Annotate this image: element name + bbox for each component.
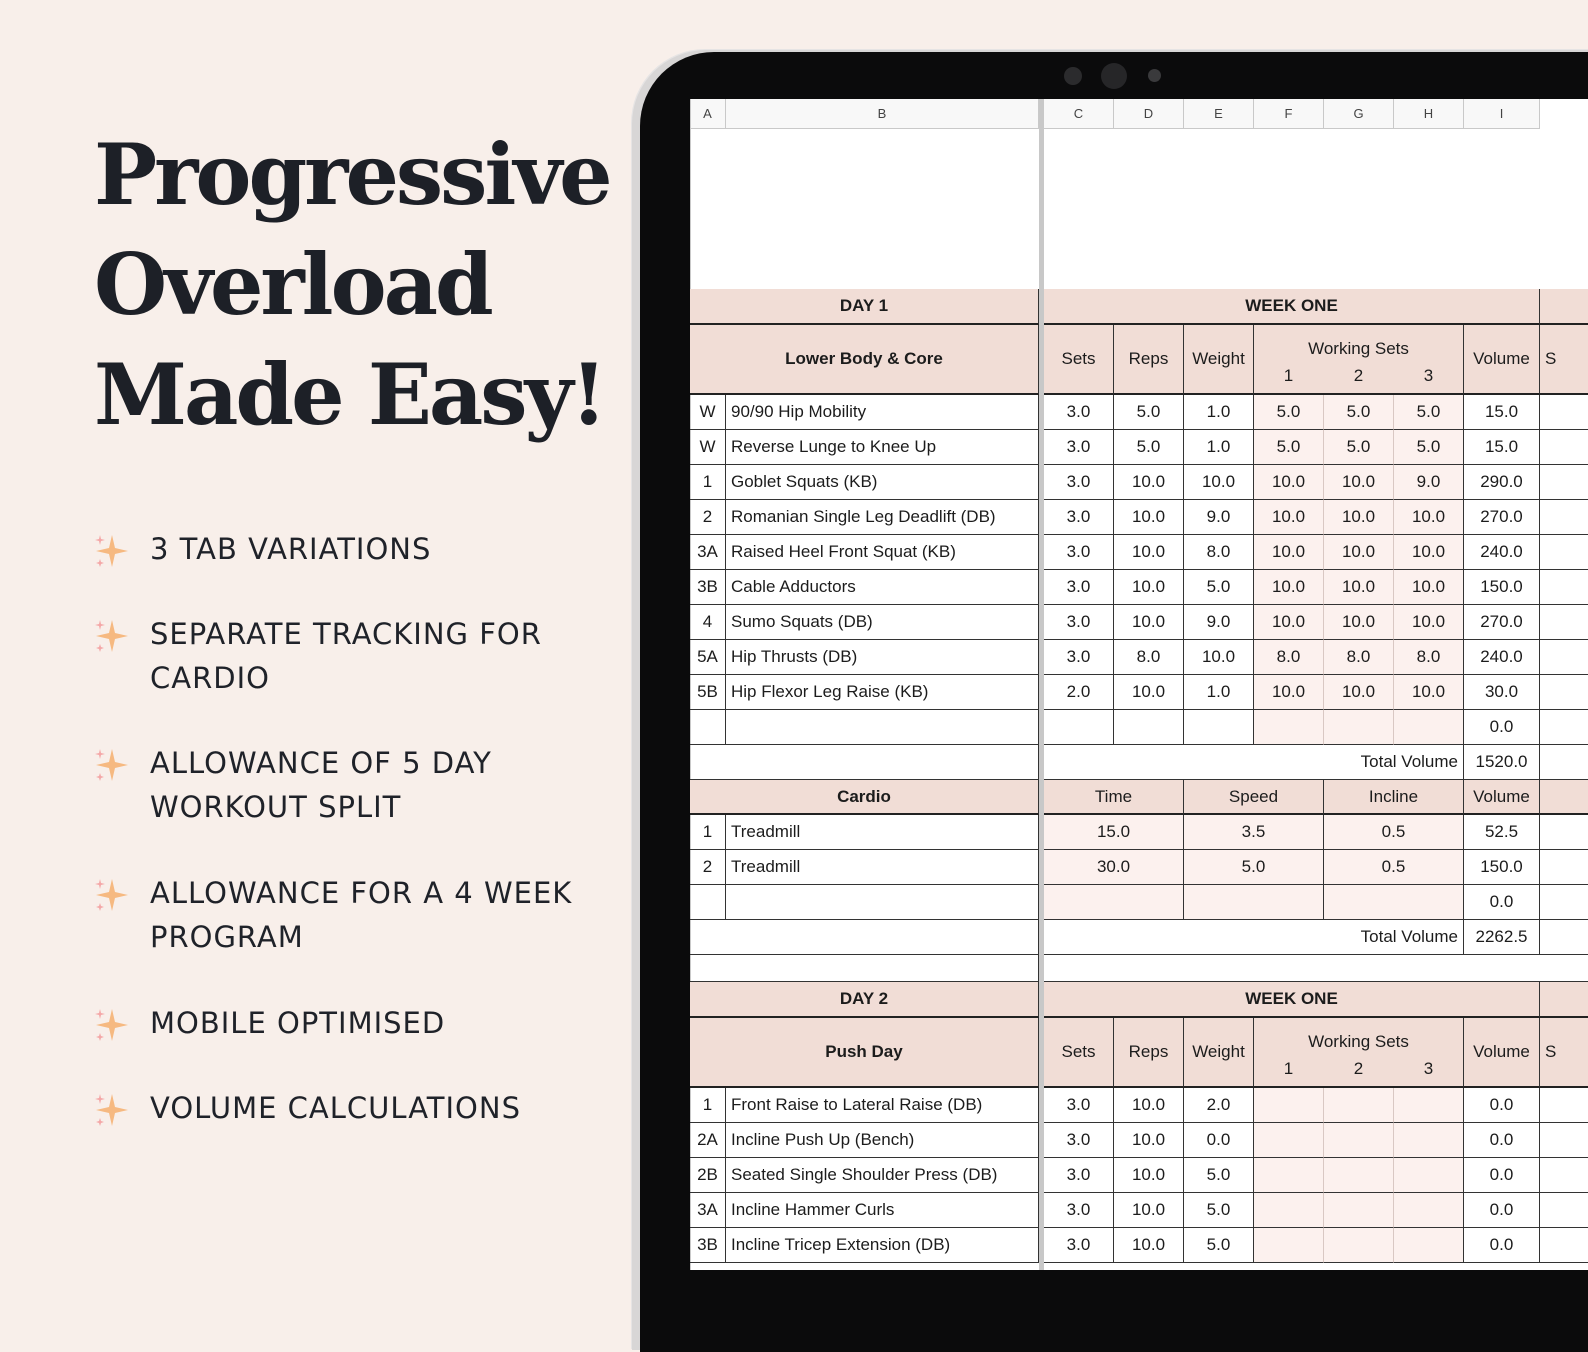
feature-text: VOLUME CALCULATIONS: [150, 1091, 521, 1125]
weight-value[interactable]: [1184, 710, 1254, 745]
cell[interactable]: [690, 955, 1039, 982]
weight-header[interactable]: Weight: [1184, 325, 1254, 395]
set-1-value[interactable]: 10.0: [1254, 605, 1324, 640]
weight-value[interactable]: 5.0: [1184, 1193, 1254, 1228]
set-3-value[interactable]: 8.0: [1394, 640, 1464, 675]
cell[interactable]: [1540, 982, 1588, 1018]
exercise-index[interactable]: 2: [690, 500, 726, 535]
day-label[interactable]: DAY 1: [690, 289, 1039, 325]
exercise-index[interactable]: 3B: [690, 1228, 726, 1263]
cell[interactable]: [1044, 955, 1588, 982]
volume-value[interactable]: 30.0: [1464, 675, 1540, 710]
volume-value[interactable]: 290.0: [1464, 465, 1540, 500]
set-1-value[interactable]: [1254, 1123, 1324, 1158]
volume-header[interactable]: Volume: [1464, 325, 1540, 395]
exercise-name[interactable]: Cable Adductors: [726, 570, 1039, 605]
reps-value[interactable]: 10.0: [1114, 675, 1184, 710]
cell[interactable]: [1540, 920, 1588, 955]
reps-value[interactable]: 10.0: [1114, 570, 1184, 605]
set-1-value[interactable]: 10.0: [1254, 675, 1324, 710]
weight-value[interactable]: 8.0: [1184, 535, 1254, 570]
volume-value[interactable]: 240.0: [1464, 535, 1540, 570]
weight-value[interactable]: 1.0: [1184, 430, 1254, 465]
cell[interactable]: [1540, 745, 1588, 780]
set-2-value[interactable]: 5.0: [1324, 395, 1394, 430]
set-2-value[interactable]: [1324, 1228, 1394, 1263]
cell[interactable]: [1540, 885, 1588, 920]
weight-value[interactable]: 1.0: [1184, 395, 1254, 430]
volume-value[interactable]: 0.0: [1464, 710, 1540, 745]
reps-value[interactable]: 10.0: [1114, 1193, 1184, 1228]
sets-value[interactable]: 3.0: [1044, 535, 1114, 570]
column-header[interactable]: D: [1114, 99, 1184, 129]
cut-header[interactable]: S: [1540, 1018, 1588, 1088]
volume-value[interactable]: 0.0: [1464, 1193, 1540, 1228]
volume-value[interactable]: 0.0: [1464, 1228, 1540, 1263]
cardio-activity[interactable]: Treadmill: [726, 815, 1039, 850]
sensor-icon: [1148, 69, 1161, 82]
cardio-index[interactable]: 2: [690, 850, 726, 885]
working-sets-label: Working Sets: [1308, 339, 1409, 358]
column-header[interactable]: C: [1044, 99, 1114, 129]
set-2-value[interactable]: 10.0: [1324, 675, 1394, 710]
time-value[interactable]: [1044, 885, 1184, 920]
sets-value[interactable]: 3.0: [1044, 500, 1114, 535]
exercise-index[interactable]: W: [690, 395, 726, 430]
speed-value[interactable]: 3.5: [1184, 815, 1324, 850]
set-2-value[interactable]: 10.0: [1324, 570, 1394, 605]
incline-header[interactable]: Incline: [1324, 780, 1464, 815]
set-2-header: 2: [1353, 366, 1364, 385]
sets-header[interactable]: Sets: [1044, 1018, 1114, 1088]
set-2-value[interactable]: [1324, 710, 1394, 745]
total-volume-label[interactable]: Total Volume: [1044, 920, 1464, 955]
sets-value[interactable]: 3.0: [1044, 640, 1114, 675]
reps-value[interactable]: 5.0: [1114, 395, 1184, 430]
feature-text: 3 TAB VARIATIONS: [150, 532, 432, 566]
cell[interactable]: [1540, 395, 1588, 430]
exercise-name[interactable]: Incline Tricep Extension (DB): [726, 1228, 1039, 1263]
exercise-name[interactable]: Reverse Lunge to Knee Up: [726, 430, 1039, 465]
working-sets-label: Working Sets: [1308, 1032, 1409, 1051]
set-2-value[interactable]: 10.0: [1324, 500, 1394, 535]
set-1-value[interactable]: 5.0: [1254, 430, 1324, 465]
cardio-activity[interactable]: Treadmill: [726, 850, 1039, 885]
reps-value[interactable]: [1114, 710, 1184, 745]
set-1-value[interactable]: [1254, 1158, 1324, 1193]
reps-value[interactable]: 10.0: [1114, 535, 1184, 570]
exercise-index[interactable]: 2A: [690, 1123, 726, 1158]
day-label[interactable]: DAY 2: [690, 982, 1039, 1018]
set-2-value[interactable]: 10.0: [1324, 465, 1394, 500]
exercise-index[interactable]: [690, 710, 726, 745]
exercise-index[interactable]: 5A: [690, 640, 726, 675]
sparkle-icon: [94, 747, 130, 783]
sparkle-icon: [94, 1007, 130, 1043]
set-1-value[interactable]: [1254, 1088, 1324, 1123]
sets-value[interactable]: 3.0: [1044, 1088, 1114, 1123]
sets-value[interactable]: [1044, 710, 1114, 745]
set-2-value[interactable]: [1324, 1123, 1394, 1158]
feature-text: MOBILE OPTIMISED: [150, 1006, 446, 1040]
incline-value[interactable]: 0.5: [1324, 815, 1464, 850]
sets-value[interactable]: 3.0: [1044, 1123, 1114, 1158]
exercise-name[interactable]: Seated Single Shoulder Press (DB): [726, 1158, 1039, 1193]
sets-value[interactable]: 3.0: [1044, 1193, 1114, 1228]
cell[interactable]: [1540, 710, 1588, 745]
exercise-name[interactable]: 90/90 Hip Mobility: [726, 395, 1039, 430]
cell[interactable]: [1540, 535, 1588, 570]
exercise-name[interactable]: Goblet Squats (KB): [726, 465, 1039, 500]
set-1-header: 1: [1283, 366, 1294, 385]
set-3-header: 3: [1423, 1059, 1434, 1078]
feature-text: SEPARATE TRACKING FOR CARDIO: [150, 617, 542, 695]
reps-header[interactable]: Reps: [1114, 1018, 1184, 1088]
week-label[interactable]: WEEK ONE: [1044, 289, 1540, 325]
time-header[interactable]: Time: [1044, 780, 1184, 815]
exercise-index[interactable]: 1: [690, 1088, 726, 1123]
headline-line-1: Progressive: [94, 125, 610, 224]
cardio-header[interactable]: Cardio: [690, 780, 1039, 815]
set-1-value[interactable]: 10.0: [1254, 500, 1324, 535]
sets-value[interactable]: 3.0: [1044, 1158, 1114, 1193]
volume-value[interactable]: 0.0: [1464, 1158, 1540, 1193]
exercise-index[interactable]: 1: [690, 465, 726, 500]
exercise-name[interactable]: Front Raise to Lateral Raise (DB): [726, 1088, 1039, 1123]
weight-value[interactable]: 10.0: [1184, 465, 1254, 500]
cell[interactable]: [1540, 500, 1588, 535]
reps-value[interactable]: 10.0: [1114, 1123, 1184, 1158]
set-3-value[interactable]: 10.0: [1394, 675, 1464, 710]
set-2-value[interactable]: 10.0: [1324, 605, 1394, 640]
set-3-header: 3: [1423, 366, 1434, 385]
exercise-index[interactable]: 2B: [690, 1158, 726, 1193]
weight-value[interactable]: 5.0: [1184, 1228, 1254, 1263]
set-1-value[interactable]: 5.0: [1254, 395, 1324, 430]
exercise-index[interactable]: 3A: [690, 1193, 726, 1228]
reps-value[interactable]: 10.0: [1114, 605, 1184, 640]
set-3-value[interactable]: [1394, 1228, 1464, 1263]
reps-value[interactable]: 10.0: [1114, 1228, 1184, 1263]
column-header[interactable]: B: [726, 99, 1039, 129]
cell[interactable]: [1540, 430, 1588, 465]
cell[interactable]: [1540, 850, 1588, 885]
set-3-value[interactable]: 10.0: [1394, 535, 1464, 570]
exercise-name[interactable]: Incline Hammer Curls: [726, 1193, 1039, 1228]
weight-value[interactable]: 10.0: [1184, 640, 1254, 675]
column-header[interactable]: G: [1324, 99, 1394, 129]
set-2-value[interactable]: [1324, 1088, 1394, 1123]
weight-value[interactable]: 1.0: [1184, 675, 1254, 710]
cardio-activity[interactable]: [726, 885, 1039, 920]
cell[interactable]: [1540, 1158, 1588, 1193]
volume-value[interactable]: 0.0: [1464, 885, 1540, 920]
set-1-value[interactable]: 10.0: [1254, 570, 1324, 605]
time-value[interactable]: 30.0: [1044, 850, 1184, 885]
column-header[interactable]: F: [1254, 99, 1324, 129]
column-header[interactable]: A: [690, 99, 726, 129]
volume-value[interactable]: 150.0: [1464, 850, 1540, 885]
exercise-name[interactable]: Romanian Single Leg Deadlift (DB): [726, 500, 1039, 535]
total-volume-value[interactable]: 1520.0: [1464, 745, 1540, 780]
weight-value[interactable]: 9.0: [1184, 605, 1254, 640]
speed-value[interactable]: [1184, 885, 1324, 920]
feature-text: ALLOWANCE OF 5 DAY WORKOUT SPLIT: [150, 746, 492, 824]
cell[interactable]: [1540, 1088, 1588, 1123]
exercise-index[interactable]: 5B: [690, 675, 726, 710]
sparkle-icon: [94, 1092, 130, 1128]
sets-value[interactable]: 3.0: [1044, 1228, 1114, 1263]
working-sets-header[interactable]: [1254, 325, 1464, 395]
volume-value[interactable]: 52.5: [1464, 815, 1540, 850]
sets-value[interactable]: 3.0: [1044, 605, 1114, 640]
hero-headline: [94, 120, 614, 450]
volume-value[interactable]: 240.0: [1464, 640, 1540, 675]
set-3-value[interactable]: [1394, 1088, 1464, 1123]
week-label[interactable]: WEEK ONE: [1044, 982, 1540, 1018]
cell[interactable]: [1540, 675, 1588, 710]
volume-value[interactable]: 150.0: [1464, 570, 1540, 605]
column-header[interactable]: I: [1464, 99, 1540, 129]
cell[interactable]: [1540, 605, 1588, 640]
sets-header[interactable]: Sets: [1044, 325, 1114, 395]
volume-header[interactable]: Volume: [1464, 1018, 1540, 1088]
reps-header[interactable]: Reps: [1114, 325, 1184, 395]
cell[interactable]: [1540, 465, 1588, 500]
cell[interactable]: [1540, 780, 1588, 815]
sets-value[interactable]: 3.0: [1044, 395, 1114, 430]
set-3-value[interactable]: 10.0: [1394, 570, 1464, 605]
column-header[interactable]: E: [1184, 99, 1254, 129]
sparkle-icon: [94, 533, 130, 569]
set-3-value[interactable]: 10.0: [1394, 500, 1464, 535]
cell[interactable]: [1540, 1193, 1588, 1228]
camera-dot-icon: [1064, 67, 1082, 85]
sparkle-icon: [94, 618, 130, 654]
weight-header[interactable]: Weight: [1184, 1018, 1254, 1088]
set-2-value[interactable]: [1324, 1193, 1394, 1228]
spreadsheet[interactable]: [690, 99, 1588, 1270]
cardio-index[interactable]: [690, 885, 726, 920]
cut-header[interactable]: S: [1540, 325, 1588, 395]
reps-value[interactable]: 8.0: [1114, 640, 1184, 675]
set-2-header: 2: [1353, 1059, 1364, 1078]
cell[interactable]: [690, 920, 1039, 955]
set-2-value[interactable]: 8.0: [1324, 640, 1394, 675]
set-3-value[interactable]: 9.0: [1394, 465, 1464, 500]
sets-value[interactable]: 2.0: [1044, 675, 1114, 710]
exercise-name[interactable]: Hip Flexor Leg Raise (KB): [726, 675, 1039, 710]
set-3-value[interactable]: [1394, 710, 1464, 745]
volume-value[interactable]: 0.0: [1464, 1088, 1540, 1123]
total-volume-label[interactable]: Total Volume: [1044, 745, 1464, 780]
camera-lens-icon: [1101, 63, 1127, 89]
total-volume-value[interactable]: 2262.5: [1464, 920, 1540, 955]
cell[interactable]: [1540, 815, 1588, 850]
workout-name[interactable]: Lower Body & Core: [690, 325, 1039, 395]
cell[interactable]: [1540, 289, 1588, 325]
column-header[interactable]: H: [1394, 99, 1464, 129]
reps-value[interactable]: 10.0: [1114, 1158, 1184, 1193]
reps-value[interactable]: 10.0: [1114, 1088, 1184, 1123]
cell[interactable]: [1540, 640, 1588, 675]
set-1-value[interactable]: 8.0: [1254, 640, 1324, 675]
working-sets-header[interactable]: [1254, 1018, 1464, 1088]
cardio-index[interactable]: 1: [690, 815, 726, 850]
set-3-value[interactable]: 5.0: [1394, 395, 1464, 430]
volume-value[interactable]: 270.0: [1464, 605, 1540, 640]
exercise-name[interactable]: Hip Thrusts (DB): [726, 640, 1039, 675]
set-2-value[interactable]: 5.0: [1324, 430, 1394, 465]
set-1-header: 1: [1283, 1059, 1294, 1078]
weight-value[interactable]: 5.0: [1184, 570, 1254, 605]
set-3-value[interactable]: [1394, 1158, 1464, 1193]
exercise-index[interactable]: 3B: [690, 570, 726, 605]
reps-value[interactable]: 10.0: [1114, 465, 1184, 500]
exercise-name[interactable]: [726, 710, 1039, 745]
set-1-value[interactable]: [1254, 1228, 1324, 1263]
incline-value[interactable]: 0.5: [1324, 850, 1464, 885]
volume-value[interactable]: 15.0: [1464, 430, 1540, 465]
headline-line-3: Made Easy!: [94, 345, 605, 444]
set-3-value[interactable]: 10.0: [1394, 605, 1464, 640]
exercise-index[interactable]: 4: [690, 605, 726, 640]
weight-value[interactable]: 5.0: [1184, 1158, 1254, 1193]
set-1-value[interactable]: [1254, 1193, 1324, 1228]
weight-value[interactable]: 9.0: [1184, 500, 1254, 535]
headline-line-2: Overload: [94, 235, 491, 334]
sets-value[interactable]: 3.0: [1044, 430, 1114, 465]
sets-value[interactable]: 3.0: [1044, 570, 1114, 605]
speed-header[interactable]: Speed: [1184, 780, 1324, 815]
volume-value[interactable]: 270.0: [1464, 500, 1540, 535]
set-1-value[interactable]: 10.0: [1254, 465, 1324, 500]
volume-value[interactable]: 0.0: [1464, 1123, 1540, 1158]
reps-value[interactable]: 5.0: [1114, 430, 1184, 465]
feature-text: ALLOWANCE FOR A 4 WEEK PROGRAM: [150, 876, 573, 954]
exercise-name[interactable]: Raised Heel Front Squat (KB): [726, 535, 1039, 570]
set-3-value[interactable]: [1394, 1123, 1464, 1158]
cell[interactable]: [1540, 570, 1588, 605]
set-2-value[interactable]: 10.0: [1324, 535, 1394, 570]
sparkle-icon: [94, 877, 130, 913]
cell[interactable]: [1540, 1228, 1588, 1263]
volume-header[interactable]: Volume: [1464, 780, 1540, 815]
exercise-index[interactable]: W: [690, 430, 726, 465]
weight-value[interactable]: 2.0: [1184, 1088, 1254, 1123]
volume-value[interactable]: 15.0: [1464, 395, 1540, 430]
reps-value[interactable]: 10.0: [1114, 500, 1184, 535]
set-1-value[interactable]: 10.0: [1254, 535, 1324, 570]
speed-value[interactable]: 5.0: [1184, 850, 1324, 885]
incline-value[interactable]: [1324, 885, 1464, 920]
set-1-value[interactable]: [1254, 710, 1324, 745]
exercise-name[interactable]: Incline Push Up (Bench): [726, 1123, 1039, 1158]
set-3-value[interactable]: [1394, 1193, 1464, 1228]
sets-value[interactable]: 3.0: [1044, 465, 1114, 500]
cell[interactable]: [1540, 1123, 1588, 1158]
workout-name[interactable]: Push Day: [690, 1018, 1039, 1088]
cell[interactable]: [690, 745, 1039, 780]
exercise-name[interactable]: Sumo Squats (DB): [726, 605, 1039, 640]
set-2-value[interactable]: [1324, 1158, 1394, 1193]
weight-value[interactable]: 0.0: [1184, 1123, 1254, 1158]
set-3-value[interactable]: 5.0: [1394, 430, 1464, 465]
exercise-index[interactable]: 3A: [690, 535, 726, 570]
time-value[interactable]: 15.0: [1044, 815, 1184, 850]
